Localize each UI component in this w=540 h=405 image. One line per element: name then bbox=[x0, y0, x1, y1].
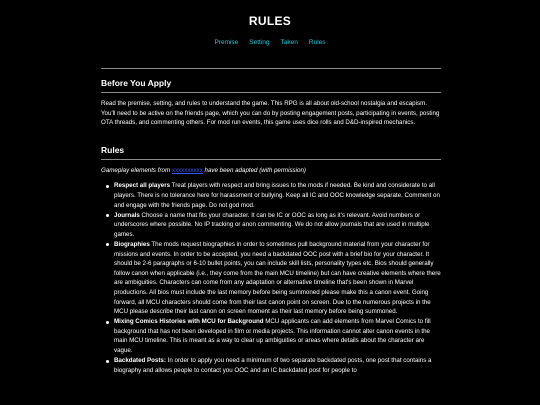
section-heading-rules: Rules bbox=[101, 144, 125, 155]
section-heading-before: Before You Apply bbox=[101, 78, 172, 88]
rule-journals bbox=[114, 211, 441, 240]
rule-text: Treat players with respect and bring issues to the mods if needed. Be kind and considerate to all players. There is no tolerance here for harassment or bullying. Keep all IC and OOC knowledge separate. Comment on and engage with the friends page. Do not god mod. bbox=[114, 182, 440, 209]
rule-title: Mixing Comics Histories with MCU for Background bbox=[114, 318, 264, 326]
rule-mixing-comics bbox=[114, 317, 441, 355]
nav-taken[interactable]: Taken bbox=[280, 39, 298, 46]
rule-biographies bbox=[114, 240, 441, 317]
credit-link[interactable]: xxxxxxxxxx bbox=[171, 166, 203, 174]
rule-text: MCU applicants can add elements from Marvel Comics to fill background that has not been developed in film or media projects. This information cannot alter canon events in the main MCU timeline. This is meant as a way to clear up ambiguities or areas where details about the character are vague. bbox=[114, 318, 431, 354]
rule-title: Biographies bbox=[114, 240, 150, 248]
rule-text: Choose a name that fits your character. It can be IC or OOC as long as it's relevant. Avoid numbers or underscores where possible. No IP tracking or anon commenting. We do not allow journals that are used in multiple games. bbox=[114, 211, 430, 238]
main-content bbox=[101, 68, 441, 376]
credit-line bbox=[101, 166, 441, 176]
rule-text: In order to apply you need a minimum of two separate backdated posts, one post that contains a biography and allows people to contact you OOC and an IC backdated post for people to bbox=[114, 357, 432, 374]
nav-setting[interactable]: Setting bbox=[249, 39, 270, 46]
rule-respect bbox=[114, 181, 441, 210]
nav-rules[interactable]: Rules bbox=[308, 39, 326, 46]
intro-paragraph: Read the premise, setting, and rules to understand the game. This RPG is all about old-school nostalgia and escapism. You'll need to be active on the friends page, which you can do by posting engagement posts, participating in events, posting OTA threads, and commenting others. For mod run events, this game uses dice rolls and D&D-inspired mechanics. bbox=[101, 100, 440, 127]
page-title: RULES bbox=[248, 14, 292, 28]
rule-title: Respect all players bbox=[114, 182, 171, 190]
section-divider bbox=[101, 92, 441, 93]
nav-premise[interactable]: Premise bbox=[214, 39, 239, 46]
rule-title: Journals bbox=[114, 211, 140, 219]
rule-text: The mods request biographies in order to sometimes pull background material from your character for missions and events. In order to be accepted, you need a backdated OOC post with a brief bio for your character. It should be 2-6 paragraphs or 6-10 bullet points, you can include skill lists, personality types etc. Bios should generally follow canon when applicable (i.e., they come from the main MCU timeline) but can have creative elements where there are ambiguities. Characters can come from any adaptation or alternative timeline that's been shown in Marvel productions. All bios must include the last memory before being summoned please make this a canon event. Going forward, all MCU characters should come from their last canon point on screen. Due to the numerous projects in the MCU please describe their last canon on screen moment as their last memory before being summoned. bbox=[114, 240, 441, 316]
section-divider bbox=[101, 159, 441, 160]
rules-list bbox=[101, 181, 441, 375]
rule-title: Backdated Posts: bbox=[114, 357, 166, 365]
credit-prefix: Gameplay elements from bbox=[101, 166, 172, 174]
rule-backdated-posts bbox=[114, 356, 441, 375]
credit-suffix: have been adapted (with permission) bbox=[202, 166, 306, 174]
top-nav bbox=[0, 39, 540, 46]
